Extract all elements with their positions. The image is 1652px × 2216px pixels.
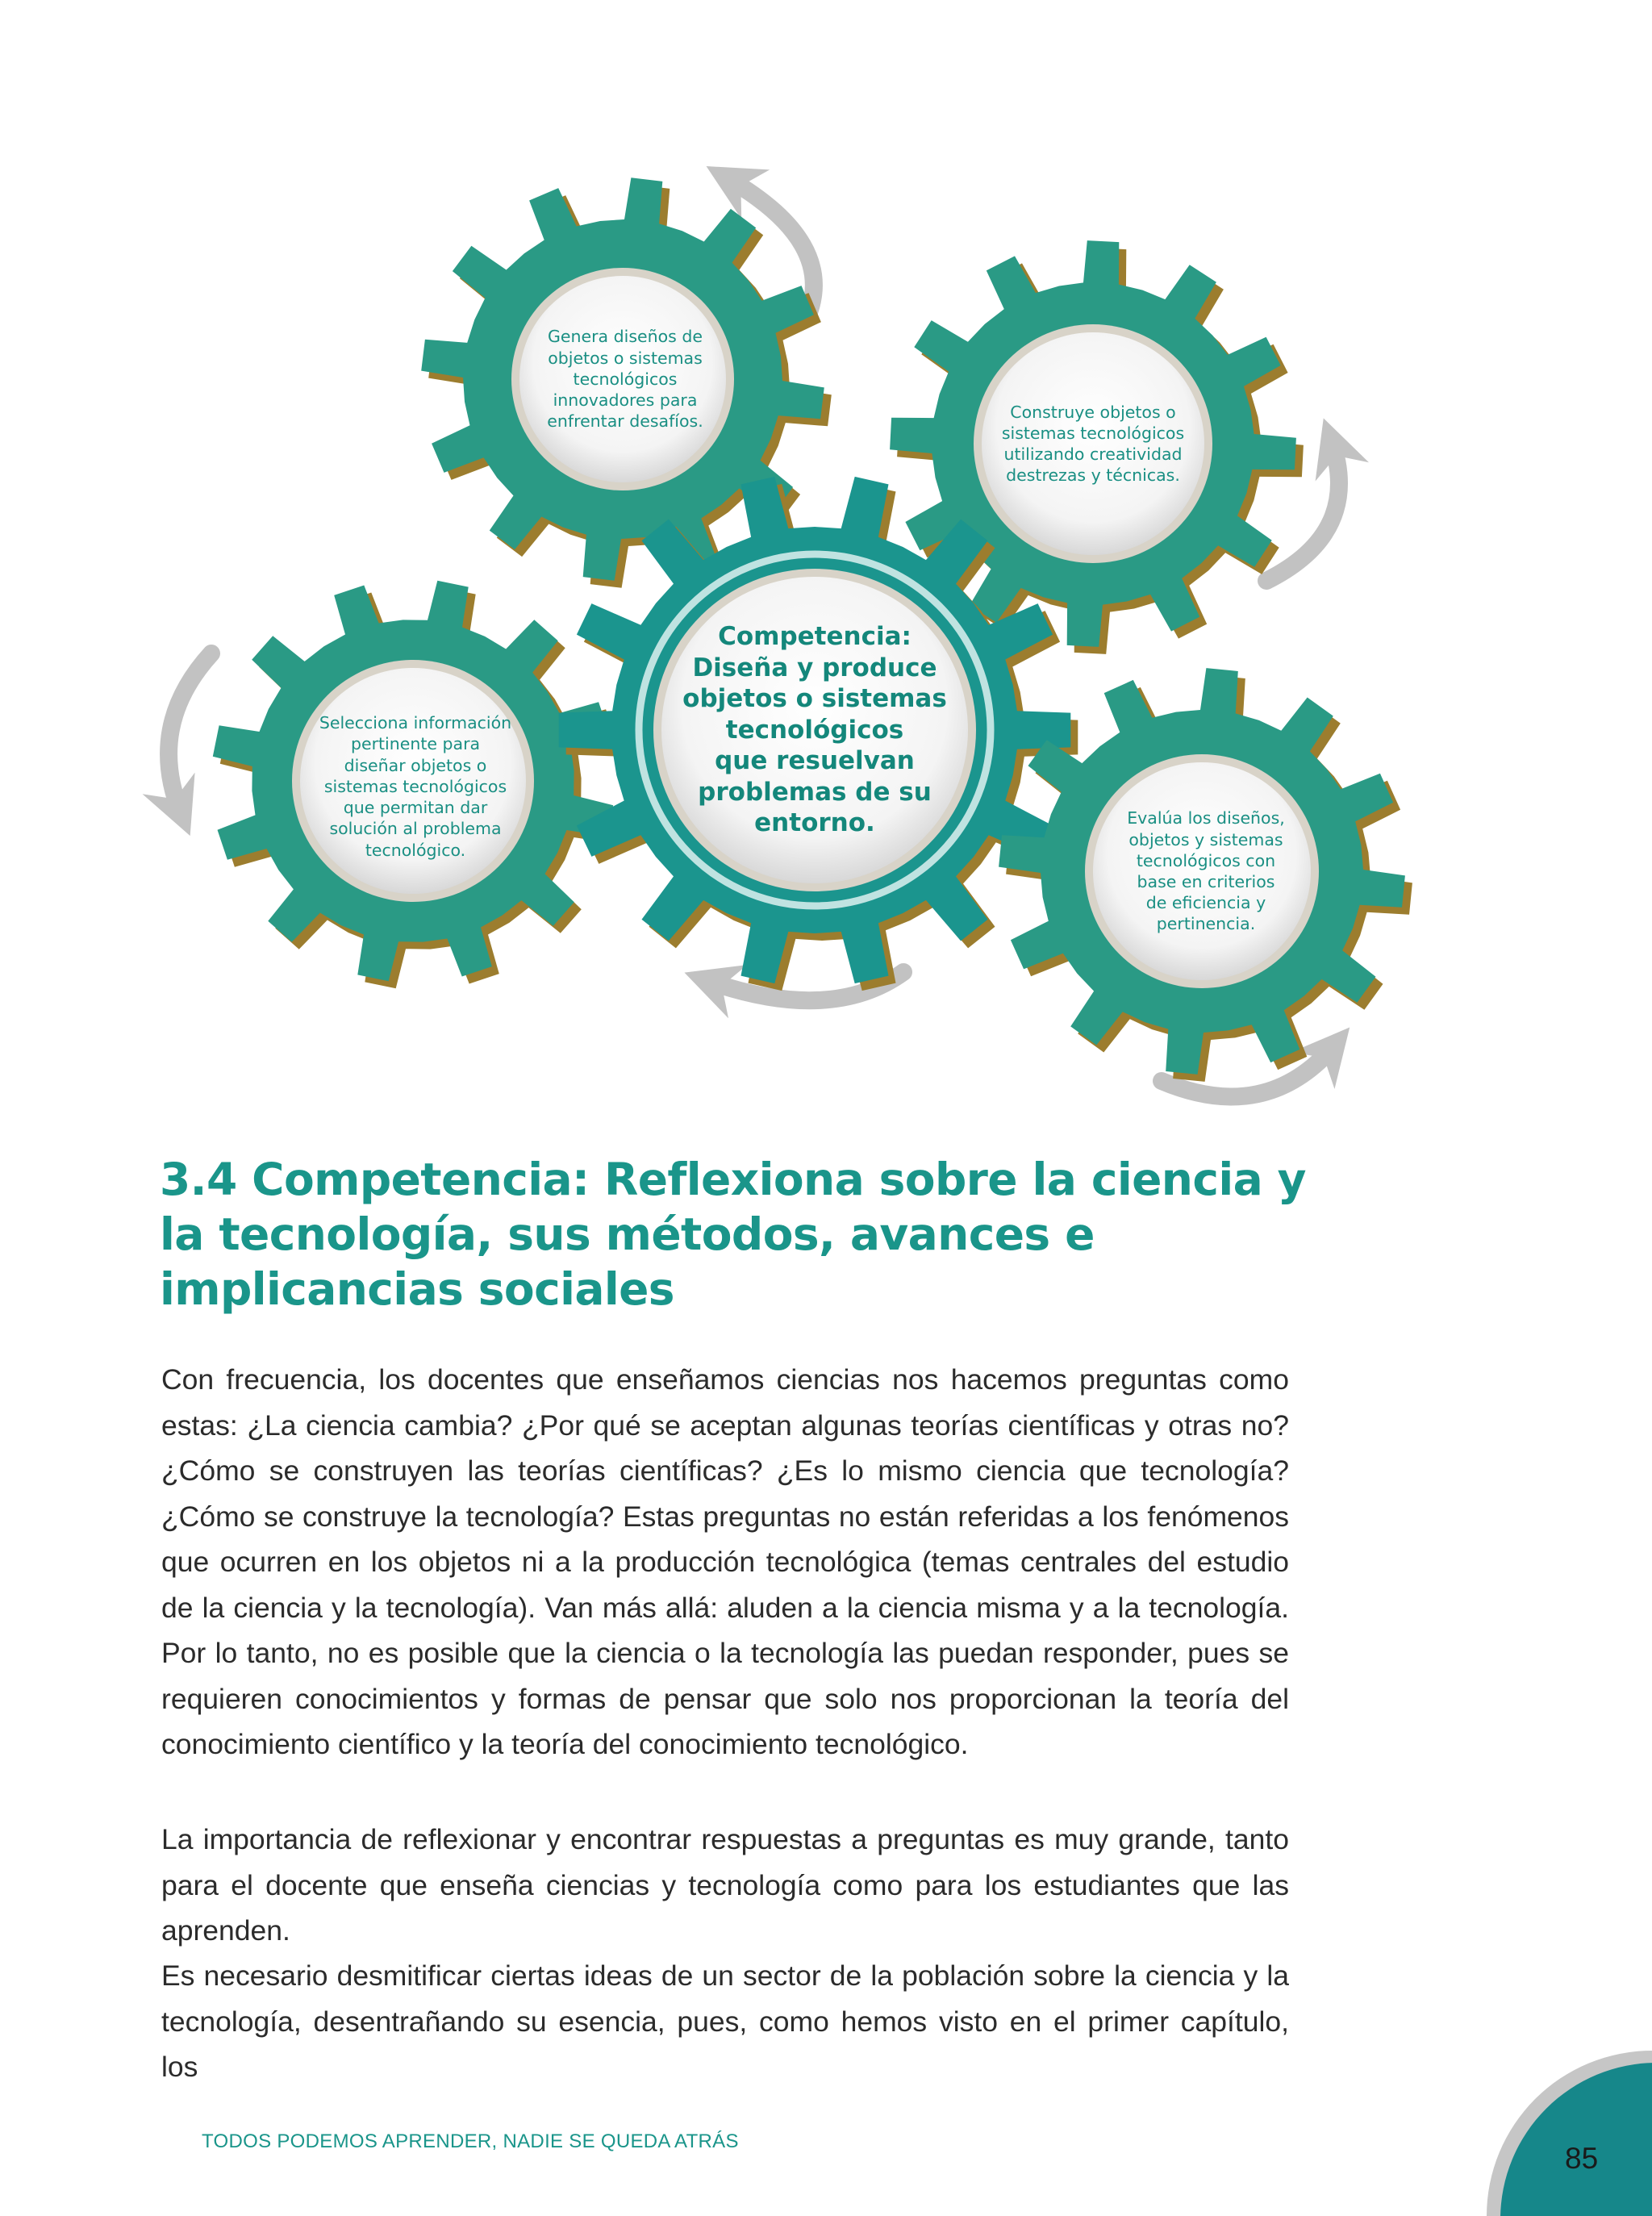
gear-text-line: entorno. (754, 808, 875, 838)
gear-text-line: pertinencia. (1156, 914, 1256, 934)
gear-text-line: tecnológicos (573, 369, 678, 389)
gear-text-line: objetos o sistemas (548, 348, 703, 368)
gear-text-line: Construye objetos o (1010, 402, 1176, 422)
section-title: 3.4 Competencia: Reflexiona sobre la ciencia y la tecnología, sus métodos, avances e implicancias sociales (160, 1154, 1306, 1315)
gear-label-right (1081, 795, 1331, 948)
gear-text-line: sistemas tecnológicos (323, 776, 507, 796)
gear-text-line: destrezas y técnicas. (1006, 465, 1180, 486)
gear-label-left (298, 698, 532, 875)
gear-text-line: diseñar objetos o (344, 755, 487, 775)
gear-text-line: problemas de su (698, 777, 932, 807)
page-number: 85 (1565, 2142, 1599, 2175)
gear-text-left (319, 712, 511, 861)
gear-text-line: sistemas tecnológicos (1001, 423, 1185, 443)
gear-text-line: base en criterios (1137, 872, 1275, 891)
gear-text-line: tecnológico. (365, 840, 466, 860)
footer-slogan: TODOS PODEMOS APRENDER, NADIE SE QUEDA ATRÁS (202, 2130, 739, 2152)
gear-text-top-left (547, 326, 703, 432)
body-paragraph: Es necesario desmitificar ciertas ideas de un sector de la población sobre la ciencia y la tecnología, desentrañando su esencia, pues, como hemos visto en el primer capítulo, los (161, 1959, 1289, 2083)
gear-text-line: utilizando creatividad (1003, 444, 1183, 464)
gear-text-right (1127, 808, 1285, 934)
gear-text-line: que resuelvan (715, 746, 915, 776)
gear-text-line: Selecciona información (319, 713, 512, 733)
gear-label-top-right (968, 367, 1218, 520)
gear-label-center (661, 609, 968, 851)
gear-text-line: enfrentar desafíos. (547, 411, 703, 432)
gear-text-line: tecnológicos (725, 715, 904, 745)
gear-text-line: Evalúa los diseños, (1127, 808, 1285, 828)
gear-text-line: solución al problema (329, 819, 502, 839)
body-paragraph: Con frecuencia, los docentes que enseñamos ciencias nos hacemos preguntas como estas: ¿La ciencia cambia? ¿Por qué se aceptan algunas teorías científicas y otras no? ¿Cómo se construyen las teorías científicas? ¿Es lo mismo ciencia que tecnología? ¿Cómo se construye la tecnología? Estas preguntas no están referidas a los fenómenos que ocurren en los objetos ni a la producción tecnológica (temas centrales del estudio de la ciencia y la tecnología). Van más allá: aluden a la ciencia misma y a la tecnología. Por lo tanto, no es posible que la ciencia o la tecnología las puedan responder, pues se requieren conocimientos y formas de pensar que solo nos proporcionan la teoría del conocimiento científico y la teoría del conocimiento tecnológico. (161, 1363, 1289, 1760)
gear-text-top-right (1002, 402, 1184, 486)
gear-text-line: que permitan dar (343, 798, 488, 818)
page-corner-decoration (1484, 2017, 1652, 2216)
gear-text-line: pertinente para (350, 734, 481, 754)
gear-text-line: de eficiencia y (1145, 893, 1266, 913)
body-paragraph: La importancia de reflexionar y encontrar respuestas a preguntas es muy grande, tanto para el docente que enseña ciencias y tecnología como para los estudiantes que las aprenden. (161, 1823, 1289, 1947)
gear-text-line: Competencia: (718, 622, 912, 652)
gear-text-line: tecnológicos con (1136, 850, 1276, 870)
gear-text-center (682, 621, 947, 838)
gear-text-line: objetos y sistemas (1128, 829, 1283, 849)
gear-text-line: Diseña y produce (692, 653, 937, 682)
gear-text-line: objetos o sistemas (682, 684, 947, 714)
cycle-arrow (169, 653, 211, 815)
gear-label-top-left (500, 307, 750, 452)
gear-text-line: Genera diseños de (548, 327, 703, 347)
gear-text-line: innovadores para (553, 390, 698, 411)
